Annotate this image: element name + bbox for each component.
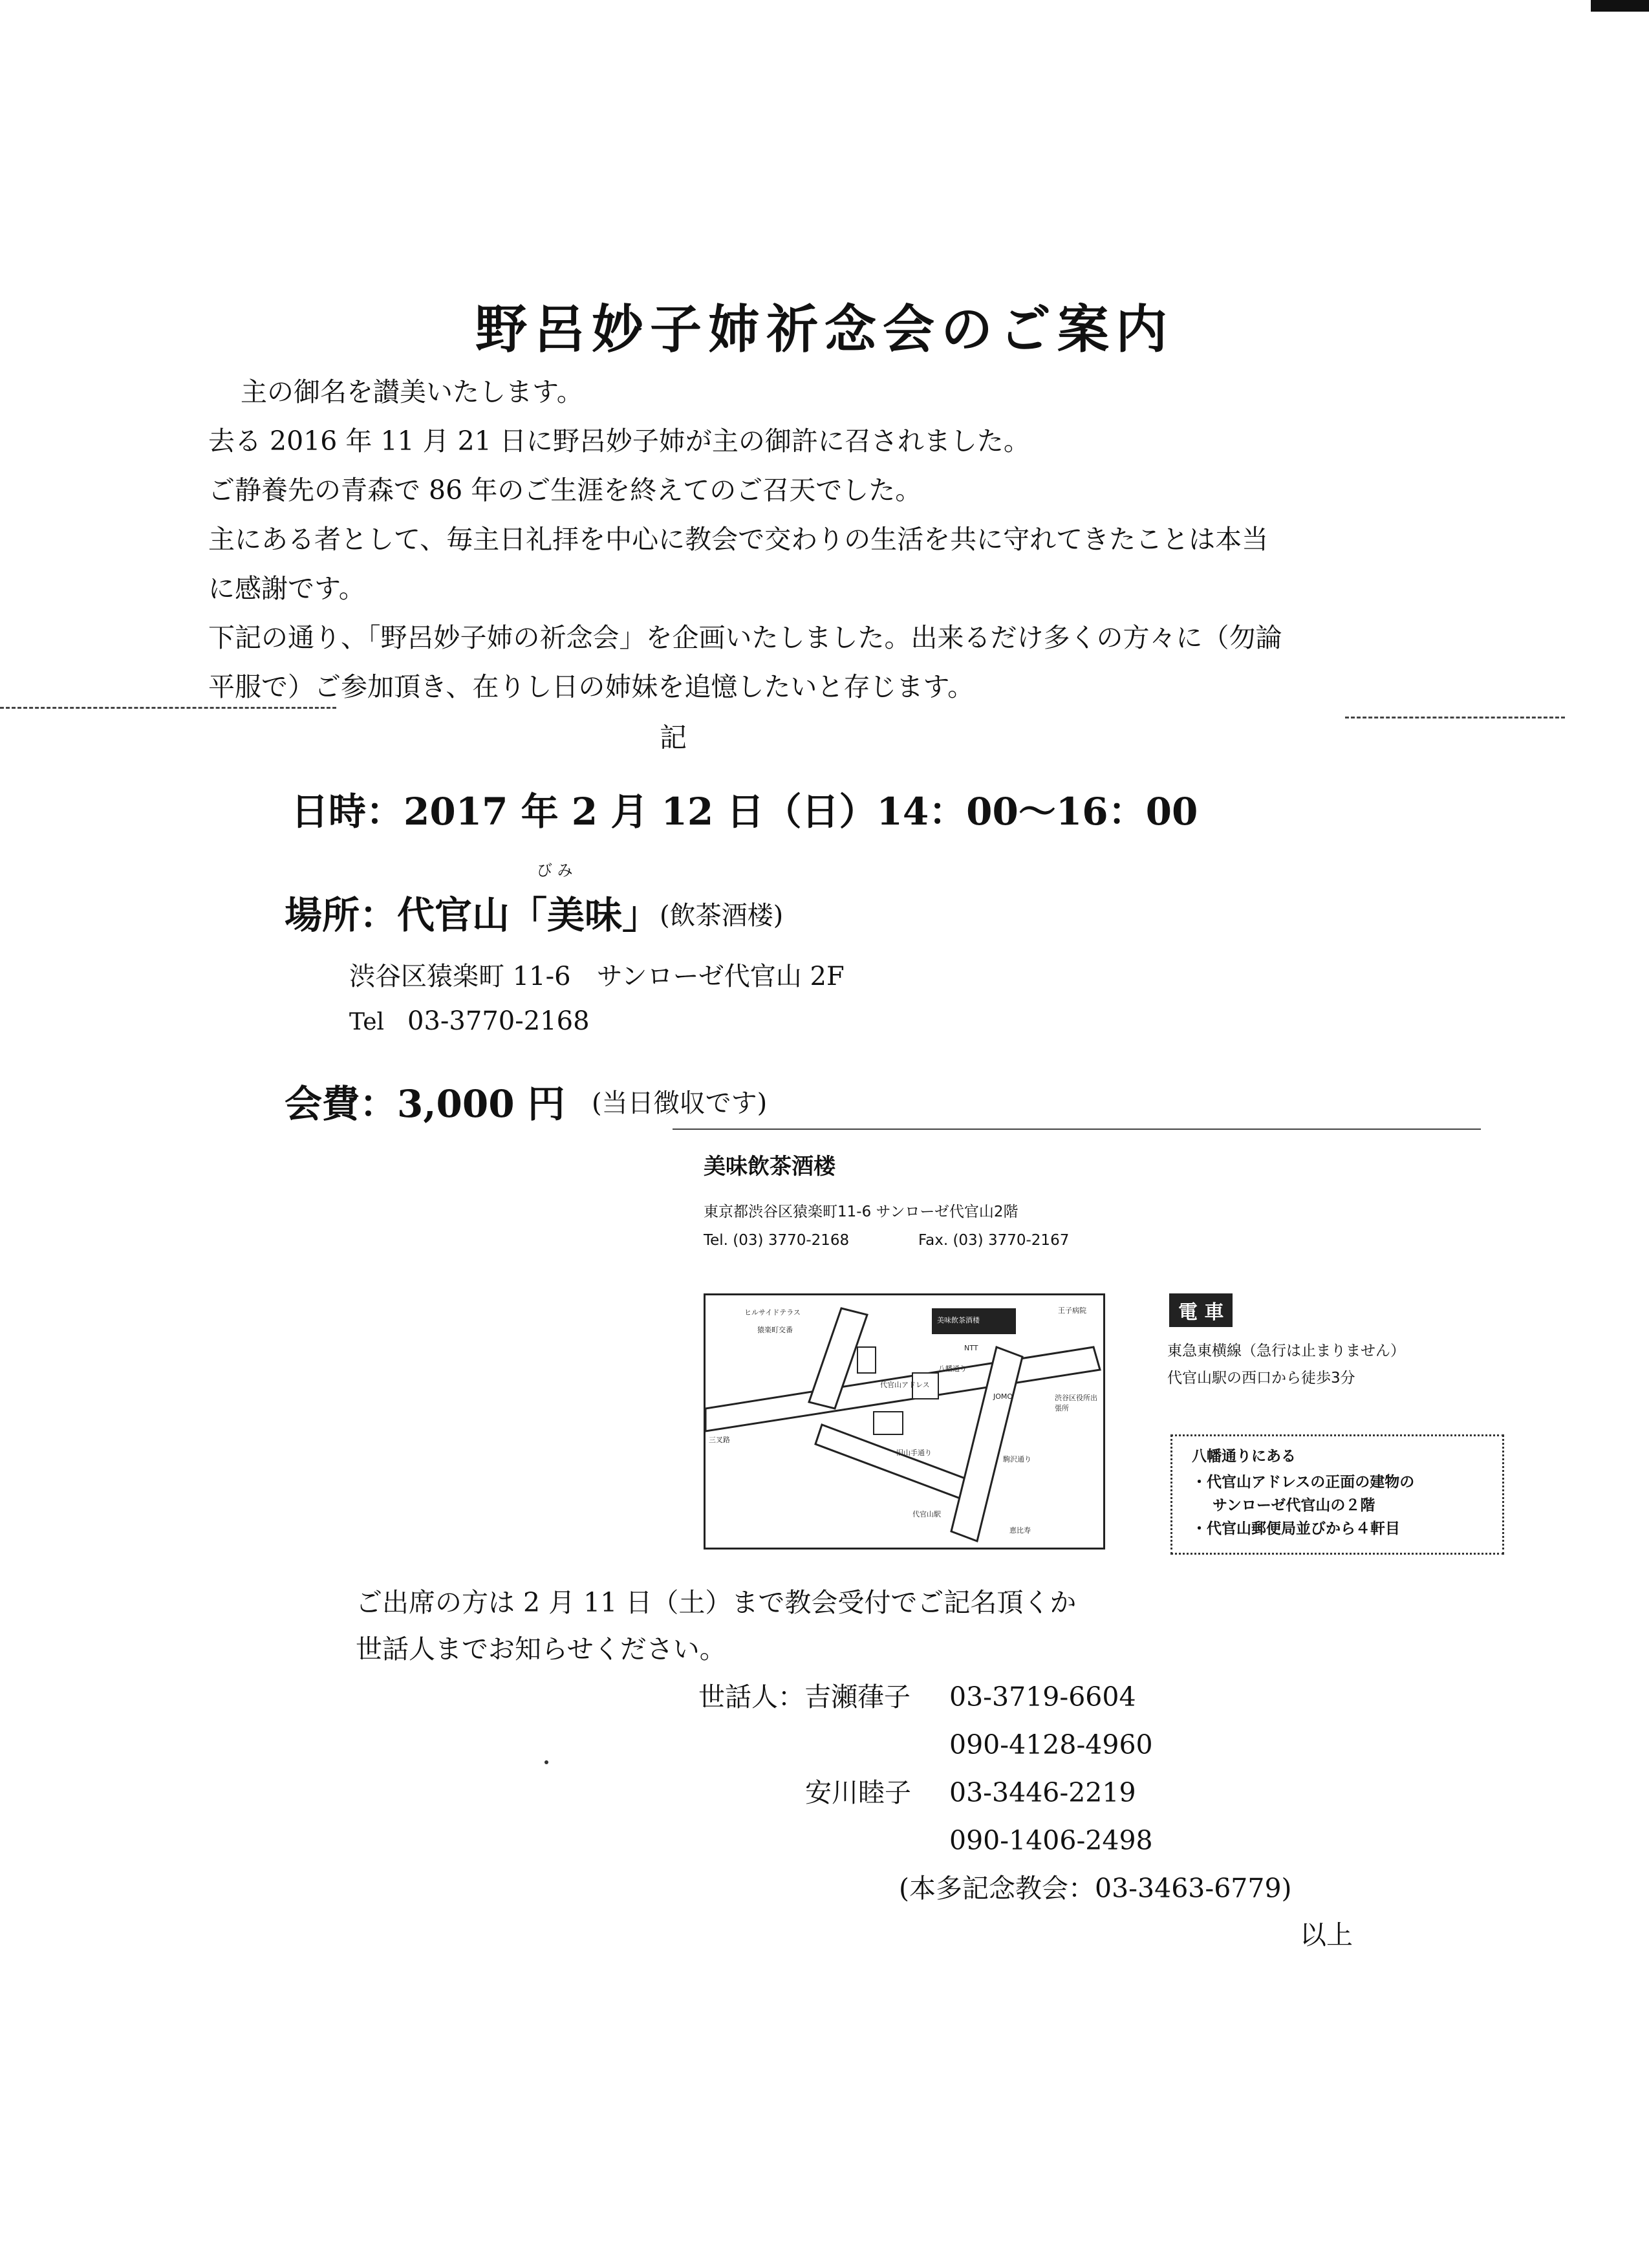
contact-1-phone-1: 03-3719-6604 bbox=[949, 1681, 1136, 1712]
contact-1-label: 世話人：吉瀬葎子 bbox=[698, 1681, 911, 1712]
map-label-g: 八幡通り bbox=[938, 1365, 967, 1373]
map-label-n: 恵比寿 bbox=[1009, 1526, 1031, 1535]
map-label-i: 渋谷区役所出張所 bbox=[1055, 1394, 1097, 1412]
place-sub: (飲茶酒楼) bbox=[660, 901, 784, 931]
map-label-a: ヒルサイドテラス bbox=[744, 1308, 801, 1317]
map-label-e: 代官山アドレス bbox=[880, 1381, 930, 1389]
place-ruby: び み bbox=[537, 861, 573, 880]
fee-label: 会費：3,000 円 bbox=[285, 1082, 565, 1126]
train-station: 代官山駅の西口から徒歩3分 bbox=[1167, 1370, 1355, 1387]
map-label-f: NTT bbox=[964, 1344, 978, 1352]
intro-line-1: 主の御名を讃美いたします。 bbox=[241, 376, 583, 407]
card-tel: Tel. (03) 3770-2168 bbox=[704, 1232, 850, 1249]
note-line-1: ・代官山アドレスの正面の建物の bbox=[1192, 1474, 1415, 1491]
card-address: 東京都渋谷区猿楽町11-6 サンローゼ代官山2階 bbox=[704, 1204, 1018, 1220]
intro-line-6: 下記の通り、「野呂妙子姉の祈念会」を企画いたしました。出来るだけ多くの方々に（勿論 bbox=[208, 622, 1282, 653]
map-label-h: JOMO bbox=[993, 1392, 1013, 1401]
intro-line-7: 平服で）ご参加頂き、在りし日の姉妹を追憶したいと存じます。 bbox=[208, 671, 975, 702]
note-line-3: ・代官山郵便局並びから４軒目 bbox=[1192, 1520, 1400, 1537]
attendance-line-2: 世話人までお知らせください。 bbox=[356, 1634, 726, 1665]
place-address: 渋谷区猿楽町 11-6 サンローゼ代官山 2F bbox=[349, 962, 845, 991]
tel-label: Tel bbox=[349, 1009, 385, 1035]
church-contact: (本多記念教会：03-3463-6779) bbox=[899, 1873, 1292, 1904]
directions-note bbox=[1170, 1434, 1504, 1555]
intro-line-4: 主にある者として、毎主日礼拝を中心に教会で交わりの生活を共に守れてきたことは本当 bbox=[208, 524, 1269, 555]
map-label-m: 駒沢通り bbox=[1003, 1455, 1031, 1463]
intro-line-2: 去る 2016 年 11 月 21 日に野呂妙子姉が主の御許に召されました。 bbox=[208, 426, 1030, 457]
place-tel: 03-3770-2168 bbox=[407, 1006, 590, 1036]
attendance-line-1: ご出席の方は 2 月 11 日（土）まで教会受付でご記名頂くか bbox=[356, 1587, 1077, 1618]
intro-line-3: ご静養先の青森で 86 年のご生涯を終えてのご召天でした。 bbox=[208, 475, 922, 506]
closing-ijou: 以上 bbox=[1300, 1919, 1353, 1950]
place-label: 場所：代官山「美味」 bbox=[285, 893, 660, 937]
dashed-divider-right bbox=[1345, 717, 1565, 718]
card-fax: Fax. (03) 3770-2167 bbox=[918, 1232, 1070, 1249]
card-name: 美味飲茶酒楼 bbox=[704, 1154, 835, 1180]
contact-2-phone-1: 03-3446-2219 bbox=[949, 1777, 1136, 1808]
contact-2-phone-2: 090-1406-2498 bbox=[949, 1825, 1153, 1856]
map-label-j: 旧山手通り bbox=[896, 1449, 932, 1457]
dashed-divider-left bbox=[0, 707, 336, 709]
card-top-rule bbox=[673, 1129, 1481, 1130]
train-label: 電 車 bbox=[1169, 1293, 1233, 1327]
note-head: 八幡通りにある bbox=[1192, 1448, 1296, 1465]
map-label-l: 代官山駅 bbox=[912, 1510, 941, 1518]
map-road-diagonal bbox=[815, 1425, 977, 1502]
map-label-c: 美味飲茶酒楼 bbox=[937, 1316, 980, 1324]
event-datetime: 日時：2017 年 2 月 12 日（日）14：00〜16：00 bbox=[291, 790, 1198, 834]
access-map bbox=[704, 1293, 1105, 1550]
note-line-2: サンローゼ代官山の２階 bbox=[1212, 1497, 1375, 1514]
map-label-k: 三叉路 bbox=[709, 1436, 730, 1444]
page-title: 野呂妙子姉祈念会のご案内 bbox=[475, 299, 1174, 360]
fee-note: (当日徴収です) bbox=[592, 1088, 768, 1118]
scan-speck bbox=[544, 1760, 548, 1764]
train-line: 東急東横線（急行は止まりません） bbox=[1167, 1343, 1405, 1359]
contact-2-label: 安川睦子 bbox=[805, 1777, 911, 1808]
contact-1-phone-2: 090-4128-4960 bbox=[949, 1729, 1153, 1760]
map-label-d: 王子病院 bbox=[1058, 1306, 1086, 1315]
scan-corner-mark bbox=[1591, 0, 1649, 12]
intro-line-5: に感謝です。 bbox=[208, 573, 365, 604]
map-label-b: 猿楽町交番 bbox=[757, 1326, 793, 1334]
ki-heading: 記 bbox=[660, 722, 687, 753]
